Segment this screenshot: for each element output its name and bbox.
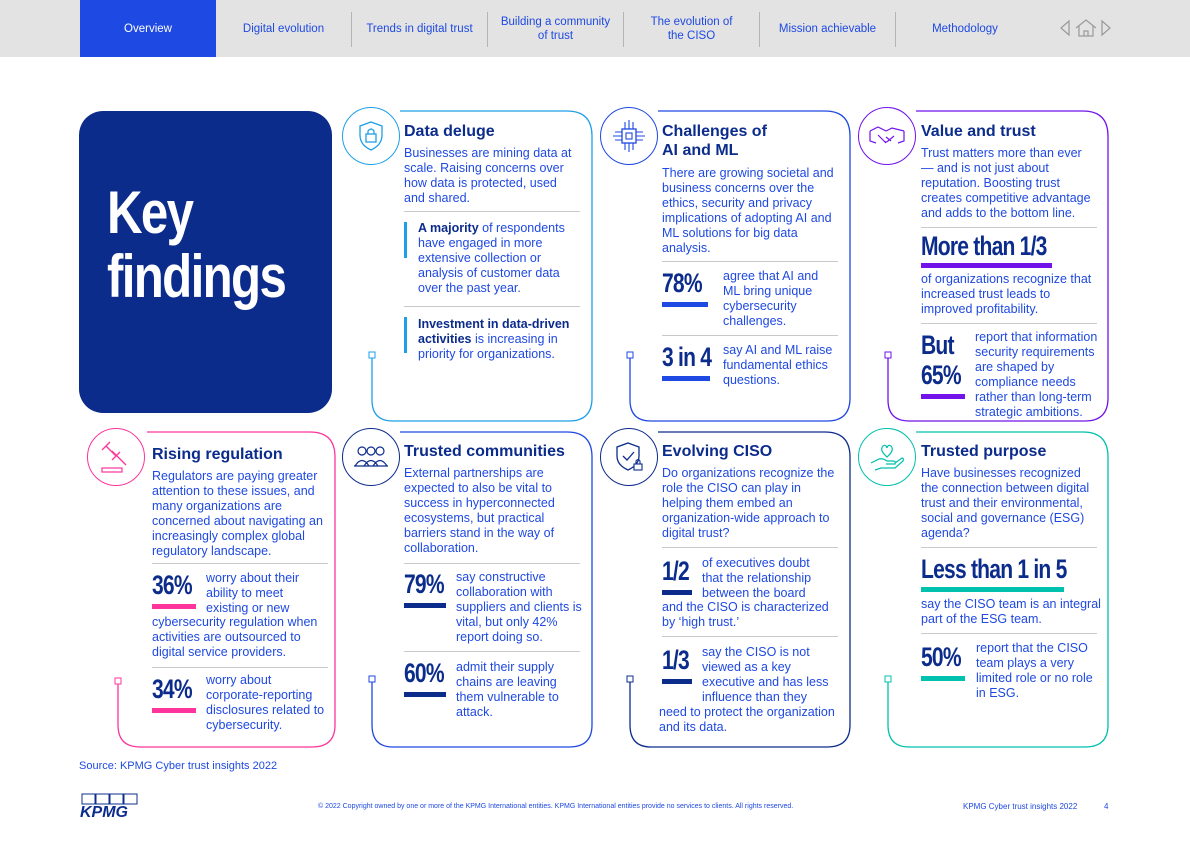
divider (662, 636, 838, 637)
card-title-communities: Trusted communities (404, 443, 565, 460)
circuit-chip-icon (600, 107, 658, 165)
stat-underline (921, 394, 965, 399)
stat-one-third-text: of organizations recognize that increased trust leads to improved profitability. (921, 272, 1092, 316)
stat-50-percent: 50% (921, 642, 961, 672)
accent-bar (404, 317, 407, 353)
card-title-value-trust: Value and trust (921, 123, 1036, 140)
tab-mission-achievable[interactable]: Mission achievable (778, 22, 877, 35)
card-title-ciso: Evolving CISO (662, 443, 773, 460)
stat-60-percent: 60% (404, 658, 444, 688)
stat-underline (404, 603, 446, 608)
divider (662, 335, 838, 336)
stat-78-percent: 78% (662, 268, 702, 298)
stat-79-percent: 79% (404, 569, 444, 599)
divider (921, 547, 1097, 548)
stat-one-third: 1/3 (662, 645, 689, 675)
stat-underline (662, 376, 710, 381)
divider (404, 306, 580, 307)
divider (404, 563, 580, 564)
tab-evolution-ciso[interactable]: The evolution of the CISO (650, 15, 733, 42)
point-1-emphasis: A majority (418, 221, 479, 235)
card-title-purpose: Trusted purpose (921, 443, 1047, 460)
stat-underline (662, 679, 692, 684)
data-deluge-point-1 (418, 221, 584, 296)
stat-value: 65% (921, 360, 961, 390)
stat-one-half-text-a: of executives doubt that the relationship between the board (702, 556, 812, 600)
divider (152, 667, 328, 668)
stat-underline (662, 590, 692, 595)
connector-dot (885, 352, 891, 358)
padlock-shield-icon (342, 107, 400, 165)
stat-one-third-text-b: need to protect the organization and its data. (659, 705, 835, 734)
page-number: 4 (1104, 802, 1109, 811)
svg-text:KPMG: KPMG (80, 804, 128, 819)
card-intro-purpose: Have businesses recognized the connection between digital trust and their environmental, social and governance (ESG) agenda? (921, 466, 1090, 540)
divider (921, 633, 1097, 634)
divider (152, 563, 328, 564)
connector-dot (885, 676, 891, 682)
point-1-text: of respondents have engaged in more extensive collection or analysis of customer data over the past year. (418, 221, 565, 295)
stat-less-than-1-in-5: Less than 1 in 5 (921, 554, 1067, 584)
divider (921, 323, 1097, 324)
connector-dot (627, 676, 633, 682)
tab-trends-in-digital-trust[interactable]: Trends in digital trust (366, 22, 473, 35)
card-intro-ciso: Do organizations recognize the role the CISO can play in helping them embed an organization-wide approach to digital trust? (662, 466, 835, 540)
stat-78-text: agree that AI and ML bring unique cybersecurity challenges. (723, 269, 819, 328)
card-intro-regulation: Regulators are paying greater attention to these issues, and many organizations are concerned about navigating an increasingly complex global regulatory landscape. (152, 469, 323, 558)
shield-check-icon (600, 428, 658, 486)
card-intro-communities: External partnerships are expected to also be vital to success in hyperconnected ecosystems, but practical barriers stand in the way of collaboration. (404, 466, 555, 555)
stat-one-half-text-b: and the CISO is characterized by ‘high trust.’ (662, 600, 829, 629)
tab-building-community[interactable]: Building a community of trust (500, 15, 611, 42)
stat-underline (662, 302, 708, 307)
stat-1-in-5-text: say the CISO team is an integral part of the ESG team. (921, 597, 1101, 626)
stat-60-text: admit their supply chains are leaving them vulnerable to attack. (456, 660, 559, 719)
data-deluge-point-2 (418, 317, 584, 362)
card-intro-ai-ml: There are growing societal and business concerns over the ethics, security and privacy implications of adopting AI and ML solutions for big data analysis. (662, 166, 834, 255)
card-title-regulation: Rising regulation (152, 446, 283, 463)
stat-3-in-4: 3 in 4 (662, 342, 712, 372)
stat-34-text: worry about corporate-reporting disclosures related to cybersecurity. (206, 673, 325, 732)
connector-dot (369, 352, 375, 358)
stat-but-65-percent (921, 330, 961, 390)
tab-methodology[interactable]: Methodology (932, 22, 998, 35)
stat-underline (152, 708, 196, 713)
card-intro-data-deluge: Businesses are mining data at scale. Raising concerns over how data is protected, used and shared. (404, 146, 572, 205)
kpmg-logo[interactable] (80, 793, 142, 819)
tab-overview[interactable]: Overview (80, 0, 216, 57)
stat-one-third-text-a: say the CISO is not viewed as a key executive and has less influence than they (702, 645, 829, 704)
stat-underline (921, 263, 1052, 268)
stat-36-text-a: worry about their ability to meet existing or new (206, 571, 300, 615)
stat-65-text: report that information security requirements are shaped by compliance needs rather than long-term strategic ambitions. (975, 330, 1098, 419)
stat-36-percent: 36% (152, 570, 192, 600)
point-2-emphasis: Investment in data-driven activities (418, 317, 570, 346)
title-line-2: AI and ML (662, 142, 739, 159)
stat-one-half: 1/2 (662, 556, 689, 586)
card-title-ai-ml (662, 122, 767, 160)
stat-3-in-4-text: say AI and ML raise fundamental ethics questions. (723, 343, 833, 387)
stat-36-text-b: cybersecurity regulation when activities are outsourced to digital service providers. (152, 615, 318, 659)
stat-underline (152, 604, 196, 609)
title-line-1: Key (107, 179, 193, 246)
people-group-icon (342, 428, 400, 486)
point-2-text: is increasing in priority for organizations. (418, 332, 558, 361)
accent-bar (404, 222, 407, 258)
stat-34-percent: 34% (152, 674, 192, 704)
card-intro-value-trust: Trust matters more than ever — and is not just about reputation. Boosting trust creates competitive advantage and adds to the bottom line. (921, 146, 1091, 220)
connector-dot (627, 352, 633, 358)
handshake-icon (858, 107, 916, 165)
stat-79-text: say constructive collaboration with suppliers and clients is vital, but only 42% report doing so. (456, 570, 582, 644)
source-note: Source: KPMG Cyber trust insights 2022 (79, 760, 278, 772)
stat-50-text: report that the CISO team plays a very limited role or no role in ESG. (976, 641, 1093, 700)
report-name: KPMG Cyber trust insights 2022 (963, 802, 1078, 811)
divider (921, 227, 1097, 228)
card-title-data-deluge: Data deluge (404, 123, 495, 140)
stat-underline (921, 587, 1064, 592)
title-line-1: Challenges of (662, 123, 767, 140)
connector-dot (115, 678, 121, 684)
copyright-notice: © 2022 Copyright owned by one or more of the KPMG International entities. KPMG International entities provide no services to clients. All rights reserved. (318, 803, 794, 810)
divider (662, 547, 838, 548)
divider (404, 651, 580, 652)
divider (404, 211, 580, 212)
stat-underline (921, 676, 965, 681)
stat-prefix: But (921, 330, 954, 360)
gavel-icon (87, 428, 145, 486)
hand-heart-icon (858, 428, 916, 486)
title-line-2: findings (107, 243, 286, 310)
stat-more-than-one-third: More than 1/3 (921, 231, 1047, 261)
divider (662, 261, 838, 262)
stat-underline (404, 692, 446, 697)
connector-dot (369, 676, 375, 682)
tab-digital-evolution[interactable]: Digital evolution (242, 22, 325, 35)
